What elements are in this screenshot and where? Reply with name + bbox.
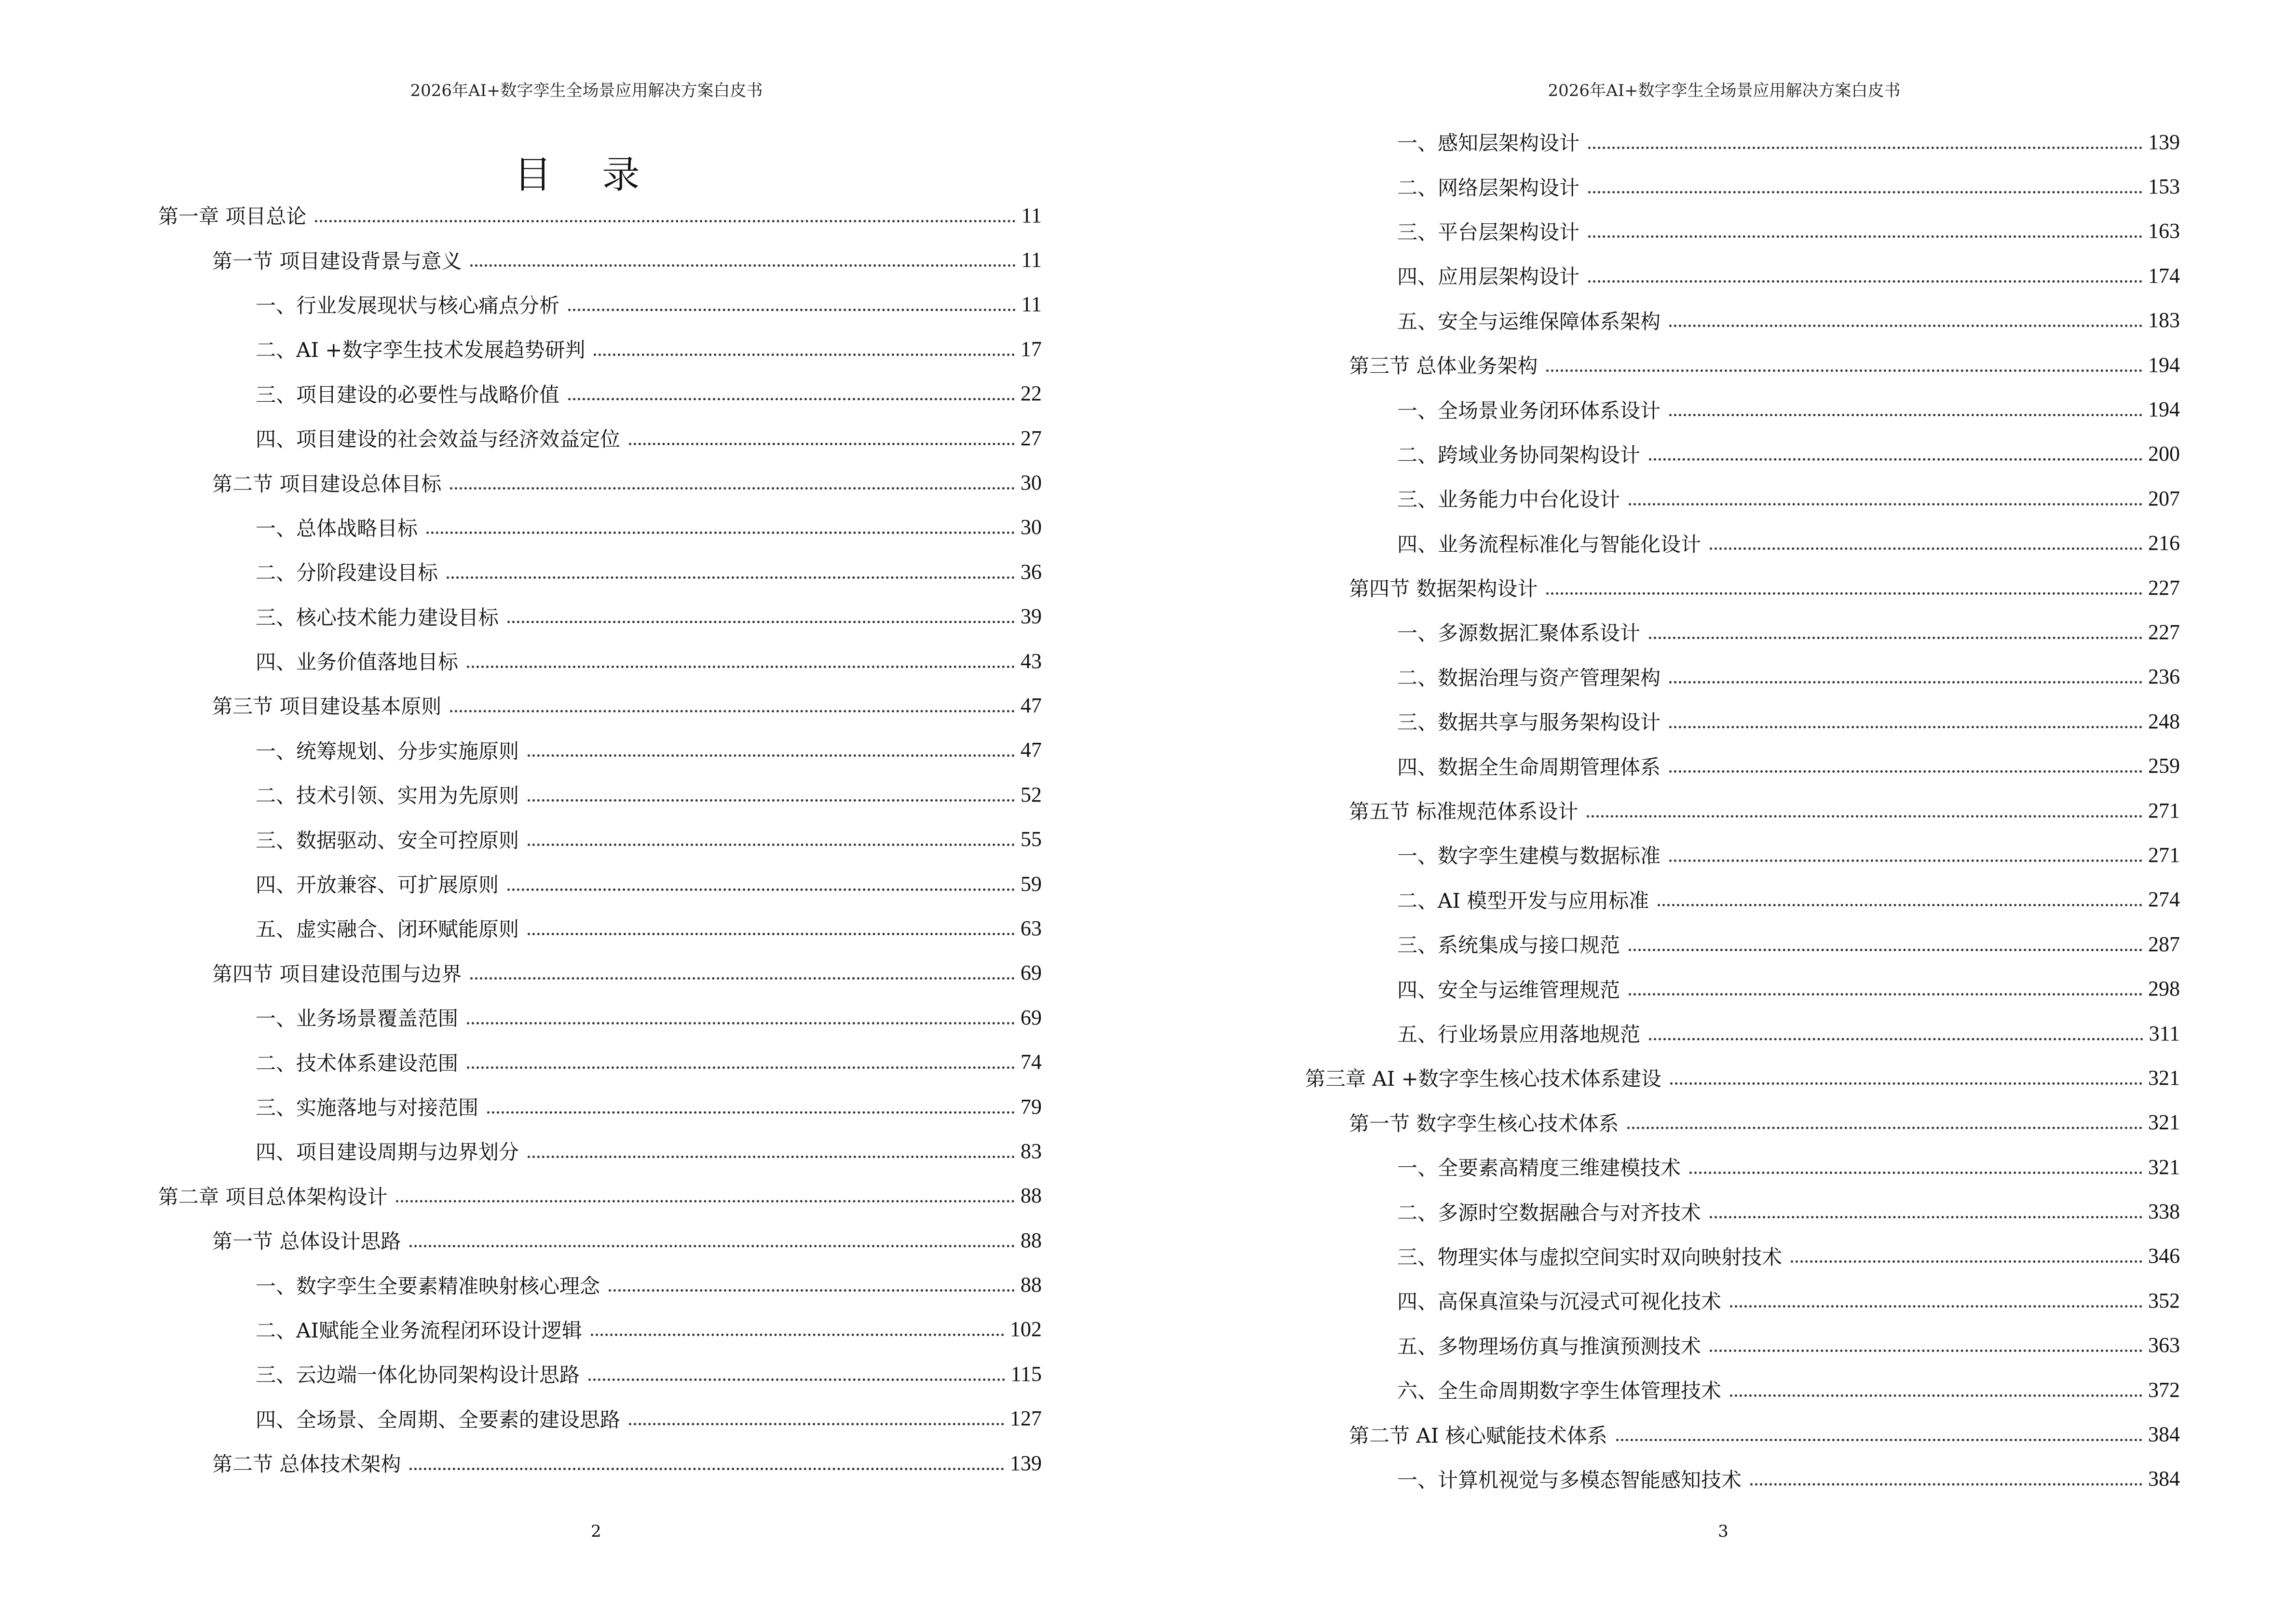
toc-title: 目 录 xyxy=(514,153,659,197)
toc-entry-item[interactable] xyxy=(1144,209,2180,253)
dot-leader xyxy=(1670,1082,2142,1085)
dot-leader xyxy=(1627,1127,2142,1129)
toc-entry-page-number: 153 xyxy=(2148,175,2180,199)
dot-leader xyxy=(568,309,1016,311)
toc-entry-item[interactable] xyxy=(1144,655,2180,699)
dot-leader xyxy=(507,621,1015,623)
toc-entry-item[interactable] xyxy=(1144,1367,2180,1412)
dot-leader xyxy=(1629,993,2142,996)
toc-entry-section[interactable] xyxy=(1144,1412,2180,1456)
dot-leader xyxy=(609,1289,1015,1292)
toc-entry-section[interactable] xyxy=(0,1441,1042,1485)
toc-entry-label: 三、实施落地与对接范围 xyxy=(256,1092,483,1121)
dot-leader xyxy=(409,1245,1015,1247)
toc-entry-page-number: 69 xyxy=(1021,961,1042,985)
dot-leader xyxy=(528,844,1015,846)
dot-leader xyxy=(528,799,1015,802)
toc-entry-page-number: 363 xyxy=(2148,1333,2180,1357)
dot-leader xyxy=(467,666,1015,668)
toc-entry-label: 五、行业场景应用落地规范 xyxy=(1397,1019,1645,1048)
toc-entry-page-number: 52 xyxy=(1021,782,1042,806)
toc-entry-label: 四、全场景、全周期、全要素的建设思路 xyxy=(256,1404,625,1433)
dot-leader xyxy=(315,220,1015,222)
dot-leader xyxy=(591,1334,1004,1336)
dot-leader xyxy=(1710,547,2142,550)
toc-entry-label: 四、项目建设的社会效益与经济效益定位 xyxy=(256,423,625,452)
toc-entry-label: 一、数字孪生建模与数据标准 xyxy=(1397,840,1665,869)
dot-leader xyxy=(450,710,1015,712)
toc-entry-page-number: 17 xyxy=(1021,337,1042,361)
toc-entry-page-number: 47 xyxy=(1021,693,1042,717)
toc-entry-page-number: 311 xyxy=(2149,1021,2180,1045)
toc-entry-page-number: 227 xyxy=(2148,620,2180,644)
toc-entry-item[interactable] xyxy=(1144,1011,2180,1055)
toc-entry-page-number: 74 xyxy=(1021,1050,1042,1074)
dot-leader xyxy=(467,1022,1015,1024)
table-of-contents xyxy=(0,193,1042,1485)
dot-leader xyxy=(1669,325,2142,327)
toc-entry-page-number: 115 xyxy=(1010,1362,1042,1386)
toc-entry-page-number: 88 xyxy=(1021,1184,1042,1208)
page-number: 2 xyxy=(591,1522,601,1541)
toc-entry-item[interactable] xyxy=(0,505,1042,549)
toc-entry-item[interactable] xyxy=(1144,1234,2180,1278)
toc-entry-page-number: 321 xyxy=(2148,1155,2180,1179)
toc-entry-item[interactable] xyxy=(1144,877,2180,922)
toc-entry-item[interactable] xyxy=(1144,743,2180,788)
toc-entry-page-number: 59 xyxy=(1021,872,1042,896)
toc-entry-item[interactable] xyxy=(1144,432,2180,476)
toc-entry-page-number: 88 xyxy=(1021,1273,1042,1297)
toc-entry-page-number: 248 xyxy=(2148,709,2180,733)
toc-entry-page-number: 384 xyxy=(2148,1422,2180,1447)
toc-entry-item[interactable] xyxy=(1144,1278,2180,1323)
toc-entry-page-number: 139 xyxy=(1010,1451,1042,1475)
dot-leader xyxy=(426,532,1015,534)
toc-entry-page-number: 139 xyxy=(2148,130,2180,154)
toc-entry-page-number: 69 xyxy=(1021,1005,1042,1029)
toc-entry-page-number: 47 xyxy=(1021,738,1042,762)
dot-leader xyxy=(1629,949,2142,951)
toc-entry-item[interactable] xyxy=(0,1129,1042,1173)
toc-entry-item[interactable] xyxy=(0,639,1042,683)
toc-entry-label: 四、高保真渲染与沉浸式可视化技术 xyxy=(1397,1286,1726,1315)
toc-entry-label: 二、AI +数字孪生技术发展趋势研判 xyxy=(256,334,590,363)
toc-entry-page-number: 83 xyxy=(1021,1139,1042,1163)
toc-entry-item[interactable] xyxy=(1144,476,2180,520)
toc-entry-item[interactable] xyxy=(1144,521,2180,565)
toc-entry-item[interactable] xyxy=(1144,922,2180,966)
toc-entry-page-number: 352 xyxy=(2148,1288,2180,1312)
toc-entry-label: 五、多物理场仿真与推演预测技术 xyxy=(1397,1331,1706,1360)
toc-entry-page-number: 384 xyxy=(2148,1467,2180,1491)
toc-entry-label: 第一节 总体设计思路 xyxy=(212,1226,406,1255)
dot-leader xyxy=(1649,458,2142,461)
toc-entry-page-number: 227 xyxy=(2148,575,2180,600)
toc-entry-label: 一、多源数据汇聚体系设计 xyxy=(1397,617,1645,646)
toc-entry-page-number: 321 xyxy=(2148,1065,2180,1090)
toc-entry-item[interactable] xyxy=(1144,1457,2180,1501)
toc-entry-label: 二、技术体系建设范围 xyxy=(256,1048,463,1077)
toc-entry-page-number: 11 xyxy=(1021,292,1042,316)
toc-entry-chapter[interactable] xyxy=(0,1174,1042,1218)
dot-leader xyxy=(1710,1350,2142,1352)
toc-entry-label: 一、统筹规划、分步实施原则 xyxy=(256,736,524,764)
toc-entry-label: 三、物理实体与虚拟空间实时双向映射技术 xyxy=(1397,1242,1787,1270)
running-header: 2026年AI+数字孪生全场景应用解决方案白皮书 xyxy=(1548,81,1901,100)
toc-entry-item[interactable] xyxy=(0,772,1042,817)
toc-entry-label: 第一节 项目建设背景与意义 xyxy=(212,246,466,274)
toc-entry-page-number: 200 xyxy=(2148,442,2180,466)
toc-entry-label: 第四节 数据架构设计 xyxy=(1349,573,1542,602)
toc-entry-label: 第二章 项目总体架构设计 xyxy=(158,1181,392,1210)
dot-leader xyxy=(1730,1305,2142,1308)
toc-entry-label: 四、安全与运维管理规范 xyxy=(1397,974,1625,1003)
toc-entry-label: 二、多源时空数据融合与对齐技术 xyxy=(1397,1197,1706,1226)
toc-entry-item[interactable] xyxy=(1144,610,2180,654)
toc-entry-page-number: 274 xyxy=(2148,887,2180,912)
toc-entry-item[interactable] xyxy=(1144,1323,2180,1367)
toc-entry-item[interactable] xyxy=(0,282,1042,327)
toc-entry-item[interactable] xyxy=(0,416,1042,460)
toc-entry-item[interactable] xyxy=(0,1396,1042,1441)
toc-entry-page-number: 271 xyxy=(2148,843,2180,867)
toc-entry-section[interactable] xyxy=(0,460,1042,505)
toc-entry-page-number: 30 xyxy=(1021,471,1042,495)
toc-entry-section[interactable] xyxy=(0,237,1042,282)
toc-entry-label: 三、云边端一体化协同架构设计思路 xyxy=(256,1359,585,1388)
toc-entry-item[interactable] xyxy=(0,1262,1042,1307)
toc-entry-page-number: 338 xyxy=(2148,1200,2180,1224)
dot-leader xyxy=(588,1378,1005,1381)
dot-leader xyxy=(487,1111,1015,1114)
toc-entry-chapter[interactable] xyxy=(1144,1055,2180,1100)
toc-entry-label: 第五节 标准规范体系设计 xyxy=(1349,796,1583,825)
toc-entry-chapter[interactable] xyxy=(0,193,1042,237)
dot-leader xyxy=(1649,637,2142,639)
toc-entry-label: 四、数据全生命周期管理体系 xyxy=(1397,751,1665,780)
toc-entry-label: 四、业务流程标准化与智能化设计 xyxy=(1397,529,1706,558)
dot-leader xyxy=(1588,191,2142,193)
toc-entry-item[interactable] xyxy=(1144,298,2180,342)
toc-entry-label: 三、数据共享与服务架构设计 xyxy=(1397,707,1665,736)
toc-entry-item[interactable] xyxy=(1144,387,2180,431)
toc-entry-page-number: 11 xyxy=(1021,248,1042,272)
toc-entry-item[interactable] xyxy=(1144,164,2180,208)
toc-entry-item[interactable] xyxy=(0,1351,1042,1396)
toc-entry-label: 三、核心技术能力建设目标 xyxy=(256,602,504,631)
dot-leader xyxy=(1710,1216,2142,1218)
toc-entry-item[interactable] xyxy=(0,995,1042,1039)
dot-leader xyxy=(1669,414,2142,416)
dot-leader xyxy=(629,1423,1004,1425)
toc-entry-item[interactable] xyxy=(0,817,1042,861)
running-header: 2026年AI+数字孪生全场景应用解决方案白皮书 xyxy=(410,81,763,100)
toc-entry-item[interactable] xyxy=(0,1039,1042,1084)
toc-entry-label: 第三节 总体业务架构 xyxy=(1349,350,1542,379)
dot-leader xyxy=(1750,1483,2142,1486)
page-number: 3 xyxy=(1718,1522,1729,1541)
dot-leader xyxy=(470,977,1015,980)
toc-entry-page-number: 194 xyxy=(2148,397,2180,422)
toc-entry-label: 第二节 总体技术架构 xyxy=(212,1448,406,1477)
toc-entry-page-number: 22 xyxy=(1021,382,1042,406)
toc-entry-page-number: 43 xyxy=(1021,649,1042,673)
dot-leader xyxy=(1669,726,2142,728)
toc-entry-label: 二、技术引领、实用为先原则 xyxy=(256,780,524,809)
toc-entry-label: 一、数字孪生全要素精准映射核心理念 xyxy=(256,1270,605,1299)
toc-entry-label: 三、业务能力中台化设计 xyxy=(1397,484,1625,513)
toc-entry-page-number: 30 xyxy=(1021,515,1042,539)
dot-leader xyxy=(1629,503,2142,505)
toc-entry-page-number: 259 xyxy=(2148,754,2180,778)
toc-entry-item[interactable] xyxy=(0,549,1042,594)
dot-leader xyxy=(1791,1260,2142,1263)
dot-leader xyxy=(1658,904,2142,906)
toc-entry-page-number: 194 xyxy=(2148,353,2180,377)
dot-leader xyxy=(1546,592,2142,595)
toc-entry-label: 四、项目建设周期与边界划分 xyxy=(256,1136,524,1165)
toc-entry-page-number: 321 xyxy=(2148,1110,2180,1134)
toc-entry-label: 一、感知层架构设计 xyxy=(1397,127,1584,156)
toc-entry-section[interactable] xyxy=(1144,1100,2180,1145)
toc-entry-item[interactable] xyxy=(0,327,1042,371)
toc-entry-section[interactable] xyxy=(0,1218,1042,1262)
toc-entry-label: 第三节 项目建设基本原则 xyxy=(212,691,446,720)
dot-leader xyxy=(629,443,1015,445)
dot-leader xyxy=(447,576,1015,579)
toc-entry-item[interactable] xyxy=(1144,832,2180,877)
toc-entry-page-number: 346 xyxy=(2148,1244,2180,1268)
toc-entry-label: 六、全生命周期数字孪生体管理技术 xyxy=(1397,1375,1726,1404)
toc-entry-item[interactable] xyxy=(0,371,1042,416)
toc-entry-label: 三、平台层架构设计 xyxy=(1397,217,1584,246)
toc-entry-label: 三、项目建设的必要性与战略价值 xyxy=(256,379,564,408)
toc-entry-page-number: 27 xyxy=(1021,426,1042,450)
dot-leader xyxy=(396,1200,1015,1202)
toc-entry-page-number: 79 xyxy=(1021,1094,1042,1119)
dot-leader xyxy=(1616,1439,2142,1441)
toc-entry-section[interactable] xyxy=(1144,565,2180,610)
dot-leader xyxy=(1669,860,2142,862)
dot-leader xyxy=(1588,147,2142,149)
toc-entry-label: 五、安全与运维保障体系架构 xyxy=(1397,306,1665,335)
dot-leader xyxy=(1730,1394,2142,1397)
toc-entry-section[interactable] xyxy=(0,951,1042,995)
toc-entry-item[interactable] xyxy=(1144,1145,2180,1189)
toc-entry-page-number: 102 xyxy=(1010,1317,1042,1341)
toc-entry-item[interactable] xyxy=(1144,699,2180,743)
toc-entry-label: 一、全场景业务闭环体系设计 xyxy=(1397,395,1665,424)
toc-entry-page-number: 36 xyxy=(1021,560,1042,584)
toc-entry-page-number: 63 xyxy=(1021,916,1042,940)
toc-entry-label: 二、AI 模型开发与应用标准 xyxy=(1397,885,1654,914)
dot-leader xyxy=(450,487,1015,490)
toc-entry-page-number: 174 xyxy=(2148,263,2180,287)
dot-leader xyxy=(594,354,1015,356)
dot-leader xyxy=(470,264,1015,267)
toc-entry-page-number: 11 xyxy=(1021,203,1042,227)
toc-entry-label: 一、行业发展现状与核心痛点分析 xyxy=(256,290,564,319)
toc-entry-item[interactable] xyxy=(0,906,1042,950)
dot-leader xyxy=(1546,369,2142,372)
toc-entry-item[interactable] xyxy=(0,1307,1042,1351)
toc-entry-page-number: 271 xyxy=(2148,798,2180,822)
dot-leader xyxy=(1669,681,2142,683)
toc-entry-label: 四、业务价值落地目标 xyxy=(256,646,463,675)
toc-entry-page-number: 88 xyxy=(1021,1228,1042,1252)
dot-leader xyxy=(467,1066,1015,1069)
toc-entry-label: 第一节 数字孪生核心技术体系 xyxy=(1349,1108,1623,1137)
toc-entry-label: 第二节 AI 核心赋能技术体系 xyxy=(1349,1420,1612,1449)
dot-leader xyxy=(507,888,1015,891)
toc-entry-label: 二、AI赋能全业务流程闭环设计逻辑 xyxy=(256,1315,587,1344)
toc-entry-label: 三、系统集成与接口规范 xyxy=(1397,929,1625,958)
toc-entry-label: 一、计算机视觉与多模态智能感知技术 xyxy=(1397,1464,1746,1493)
dot-leader xyxy=(1588,280,2142,283)
toc-entry-item[interactable] xyxy=(1144,253,2180,298)
toc-entry-page-number: 298 xyxy=(2148,977,2180,1001)
toc-entry-item[interactable] xyxy=(1144,1189,2180,1233)
toc-entry-label: 四、应用层架构设计 xyxy=(1397,261,1584,290)
toc-entry-label: 一、业务场景覆盖范围 xyxy=(256,1003,463,1032)
toc-entry-page-number: 236 xyxy=(2148,665,2180,689)
dot-leader xyxy=(528,754,1015,757)
toc-entry-page-number: 39 xyxy=(1021,604,1042,628)
table-of-contents xyxy=(1144,120,2180,1501)
toc-entry-label: 二、跨域业务协同架构设计 xyxy=(1397,439,1645,468)
dot-leader xyxy=(528,1156,1015,1158)
toc-entry-page-number: 287 xyxy=(2148,932,2180,956)
toc-entry-item[interactable] xyxy=(0,594,1042,639)
toc-entry-section[interactable] xyxy=(1144,788,2180,832)
toc-entry-section[interactable] xyxy=(0,683,1042,727)
toc-entry-section[interactable] xyxy=(1144,342,2180,387)
dot-leader xyxy=(1588,235,2142,238)
dot-leader xyxy=(568,398,1015,400)
toc-entry-item[interactable] xyxy=(1144,966,2180,1010)
dot-leader xyxy=(1689,1172,2142,1174)
toc-entry-label: 二、数据治理与资产管理架构 xyxy=(1397,662,1665,691)
dot-leader xyxy=(1649,1038,2143,1040)
dot-leader xyxy=(409,1468,1004,1470)
toc-entry-page-number: 55 xyxy=(1021,827,1042,851)
toc-entry-page-number: 207 xyxy=(2148,486,2180,510)
toc-entry-label: 二、网络层架构设计 xyxy=(1397,172,1584,201)
toc-entry-page-number: 127 xyxy=(1010,1406,1042,1431)
toc-entry-item[interactable] xyxy=(0,728,1042,772)
toc-entry-label: 四、开放兼容、可扩展原则 xyxy=(256,869,504,898)
toc-entry-label: 五、虚实融合、闭环赋能原则 xyxy=(256,914,524,942)
toc-entry-label: 第四节 项目建设范围与边界 xyxy=(212,958,466,987)
toc-entry-label: 一、总体战略目标 xyxy=(256,513,422,542)
toc-entry-item[interactable] xyxy=(0,1084,1042,1129)
toc-entry-label: 一、全要素高精度三维建模技术 xyxy=(1397,1152,1686,1181)
toc-entry-label: 第二节 项目建设总体目标 xyxy=(212,468,446,497)
toc-entry-label: 第一章 项目总论 xyxy=(158,201,311,230)
toc-entry-label: 二、分阶段建设目标 xyxy=(256,557,443,586)
toc-entry-label: 三、数据驱动、安全可控原则 xyxy=(256,825,524,854)
right-page xyxy=(1144,0,2287,1624)
toc-entry-page-number: 372 xyxy=(2148,1378,2180,1402)
toc-entry-page-number: 183 xyxy=(2148,308,2180,332)
toc-entry-item[interactable] xyxy=(1144,120,2180,164)
dot-leader xyxy=(1587,815,2142,818)
toc-entry-label: 第三章 AI +数字孪生核心技术体系建设 xyxy=(1305,1063,1666,1092)
dot-leader xyxy=(528,933,1015,935)
toc-entry-page-number: 163 xyxy=(2148,219,2180,243)
toc-entry-item[interactable] xyxy=(0,861,1042,906)
dot-leader xyxy=(1669,770,2142,773)
toc-entry-page-number: 216 xyxy=(2148,531,2180,555)
